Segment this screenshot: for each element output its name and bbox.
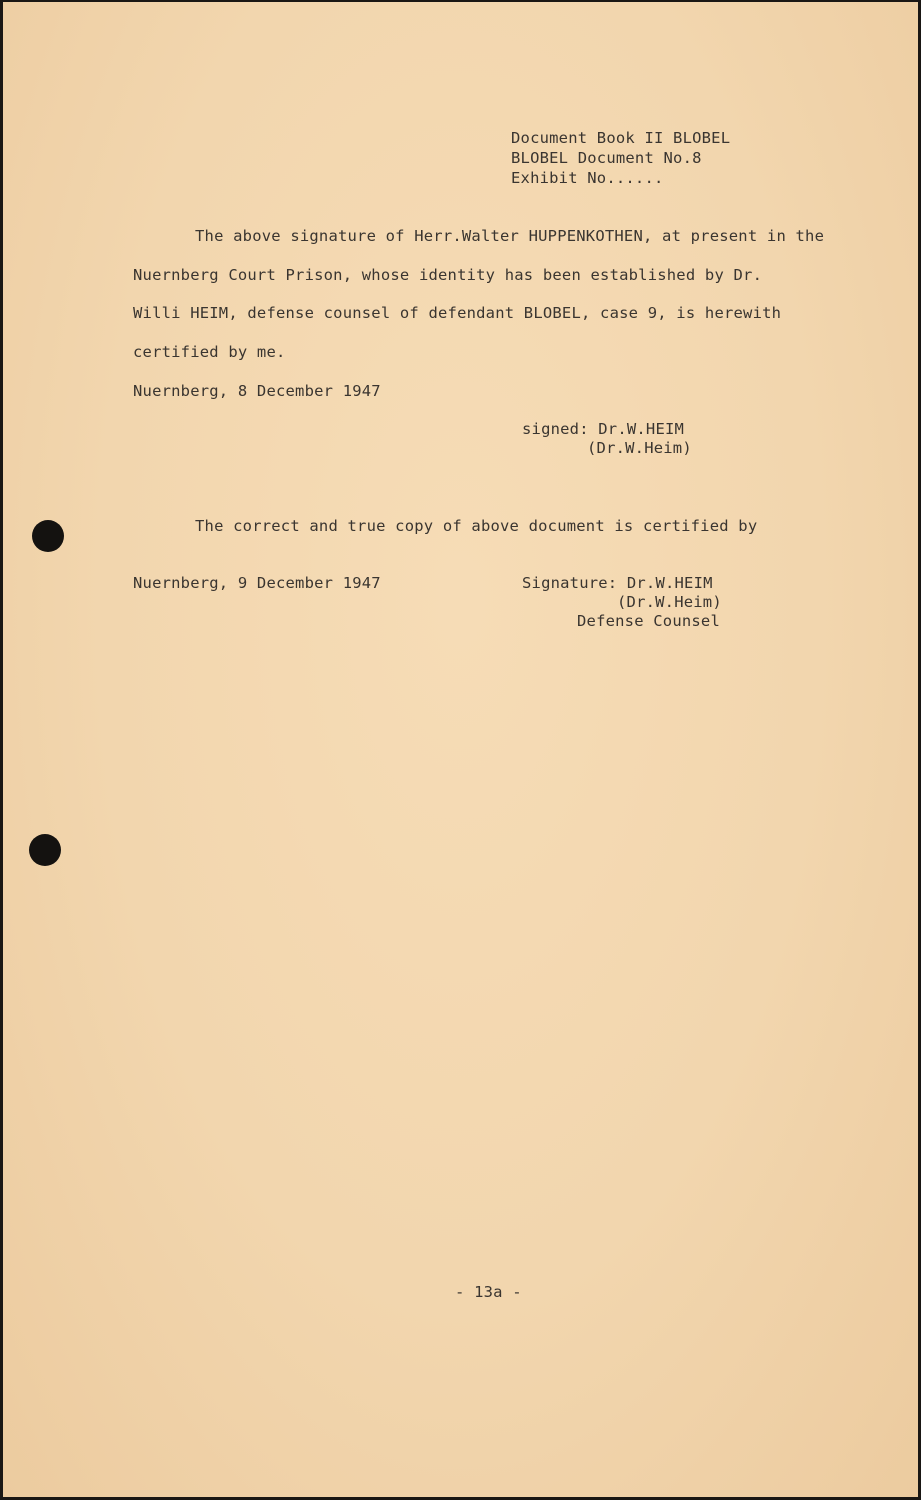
certification-line-3: Willi HEIM, defense counsel of defendant BLOBEL, case 9, is herewith xyxy=(133,304,782,322)
document-page xyxy=(3,2,918,1497)
signed-line: signed: Dr.W.HEIM xyxy=(522,420,685,438)
copy-certification-statement: The correct and true copy of above document is certified by xyxy=(195,517,758,535)
copy-signature-name: (Dr.W.Heim) xyxy=(617,593,722,611)
certification-line-1: The above signature of Herr.Walter HUPPENKOTHEN, at present in the xyxy=(195,227,825,245)
certification-line-2: Nuernberg Court Prison, whose identity has been established by Dr. xyxy=(133,266,763,284)
exhibit-number: Exhibit No...... xyxy=(511,169,664,187)
document-number: BLOBEL Document No.8 xyxy=(511,149,702,167)
copy-signature: Signature: Dr.W.HEIM xyxy=(522,574,713,592)
document-book-reference: Document Book II BLOBEL xyxy=(511,129,731,147)
punch-hole-top xyxy=(32,520,64,552)
page-number: - 13a - xyxy=(455,1283,522,1301)
punch-hole-bottom xyxy=(29,834,61,866)
certification-line-4: certified by me. xyxy=(133,343,286,361)
copy-place-date: Nuernberg, 9 December 1947 xyxy=(133,574,381,592)
defense-counsel-title: Defense Counsel xyxy=(577,612,720,630)
signed-name: (Dr.W.Heim) xyxy=(587,439,692,457)
certification-place-date: Nuernberg, 8 December 1947 xyxy=(133,382,381,400)
